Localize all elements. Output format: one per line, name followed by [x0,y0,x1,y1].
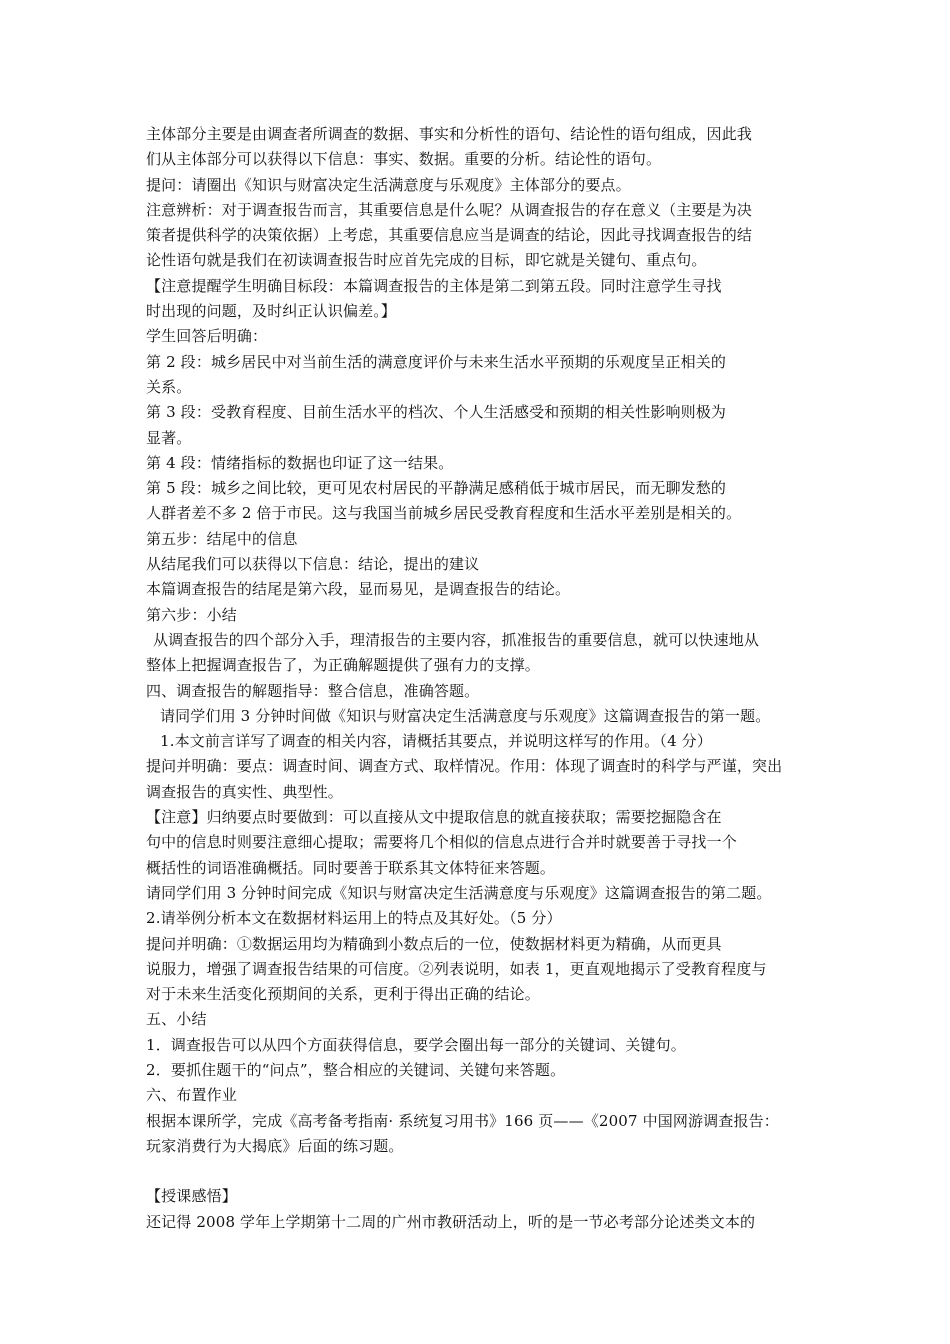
text-line: 对于未来生活变化预期间的关系，更利于得出正确的结论。 [146,985,540,1004]
text-line: 提问并明确：①数据运用均为精确到小数点后的一位，使数据材料更为精确，从而更具 [146,934,722,953]
section-heading: 【授课感悟】 [146,1187,237,1206]
text-line: 提问并明确：要点：调查时间、调查方式、取样情况。作用：体现了调查时的科学与严谨，突出 [146,757,783,776]
text-line: 整体上把握调查报告了，为正确解题提供了强有力的支撑。 [146,656,540,675]
section-heading: 四、调查报告的解题指导：整合信息，准确答题。 [146,681,480,700]
text-line: 显著。 [146,428,192,447]
text-line: 提问：请圈出《知识与财富决定生活满意度与乐观度》主体部分的要点。 [146,175,631,194]
text-line: 第 5 段：城乡之间比较，更可见农村居民的平静满足感稍低于城市居民，而无聊发愁的 [146,479,727,498]
text-line: 玩家消费行为大揭底》后面的练习题。 [146,1136,404,1155]
text-line: 说服力，增强了调查报告结果的可信度。②列表说明，如表 1，更直观地揭示了受教育程度与 [146,959,767,978]
text-line: 【注意】归纳要点时要做到：可以直接从文中提取信息的就直接获取；需要挖掘隐含在 [146,808,722,827]
text-line: 注意辨析：对于调查报告而言，其重要信息是什么呢？从调查报告的存在意义（主要是为决 [146,200,753,219]
section-heading: 五、小结 [146,1010,207,1029]
text-line: 第 2 段：城乡居民中对当前生活的满意度评价与未来生活水平预期的乐观度呈正相关的 [146,352,727,371]
text-line: 从调查报告的四个部分入手，理清报告的主要内容，抓准报告的重要信息，就可以快速地从 [153,630,760,649]
text-line: 第 4 段：情绪指标的数据也印证了这一结果。 [146,453,454,472]
section-heading: 六、布置作业 [146,1086,237,1105]
section-heading: 第六步：小结 [146,605,237,624]
text-line: 根据本课所学，完成《高考备考指南· 系统复习用书》166 页——《2007 中国网游调查报告： [146,1111,779,1130]
document-body [146,122,826,1235]
text-line: 调查报告的真实性、典型性。 [146,782,343,801]
text-line: 本篇调查报告的结尾是第六段，显而易见，是调查报告的结论。 [146,580,571,599]
text-line: 第 3 段：受教育程度、目前生活水平的档次、个人生活感受和预期的相关性影响则极为 [146,403,727,422]
text-line: 时出现的问题，及时纠正认识偏差。】 [146,302,397,321]
text-line: 请同学们用 3 分钟时间完成《知识与财富决定生活满意度与乐观度》这篇调查报告的第二题。 [146,883,772,902]
question-line: 2.请举例分析本文在数据材料运用上的特点及其好处。（5 分） [146,909,562,928]
text-line: 们从主体部分可以获得以下信息：事实、数据。重要的分析。结论性的语句。 [146,150,662,169]
section-heading: 第五步：结尾中的信息 [146,529,298,548]
text-line: 概括性的词语准确概括。同时要善于联系其文体特征来答题。 [146,858,556,877]
list-item: 2．要抓住题干的“问点”，整合相应的关键词、关键句来答题。 [146,1060,566,1079]
text-line: 人群者差不多 2 倍于市民。这与我国当前城乡居民受教育程度和生活水平差别是相关的。 [146,504,742,523]
question-line: 1.本文前言详写了调查的相关内容，请概括其要点，并说明这样写的作用。（4 分） [160,732,712,751]
text-line: 请同学们用 3 分钟时间做《知识与财富决定生活满意度与乐观度》这篇调查报告的第一题。 [160,706,771,725]
text-line: 【注意提醒学生明确目标段：本篇调查报告的主体是第二到第五段。同时注意学生寻找 [146,276,722,295]
text-line: 主体部分主要是由调查者所调查的数据、事实和分析性的语句、结论性的语句组成，因此我 [146,125,753,143]
text-line: 句中的信息时则要注意细心提取；需要将几个相似的信息点进行合并时就要善于寻找一个 [146,833,737,852]
text-line: 还记得 2008 学年上学期第十二周的广州市教研活动上，听的是一节必考部分论述类文本的 [146,1212,756,1231]
text-line: 学生回答后明确： [146,327,268,346]
list-item: 1．调查报告可以从四个方面获得信息，要学会圈出每一部分的关键词、关键句。 [146,1035,686,1054]
text-line: 关系。 [146,377,192,396]
text-line: 策者提供科学的决策依据）上考虑，其重要信息应当是调查的结论，因此寻找调查报告的结 [146,226,753,245]
blank-line [146,1159,826,1184]
text-line: 论性语句就是我们在初读调查报告时应首先完成的目标，即它就是关键句、重点句。 [146,251,707,270]
text-line: 从结尾我们可以获得以下信息：结论，提出的建议 [146,555,480,574]
